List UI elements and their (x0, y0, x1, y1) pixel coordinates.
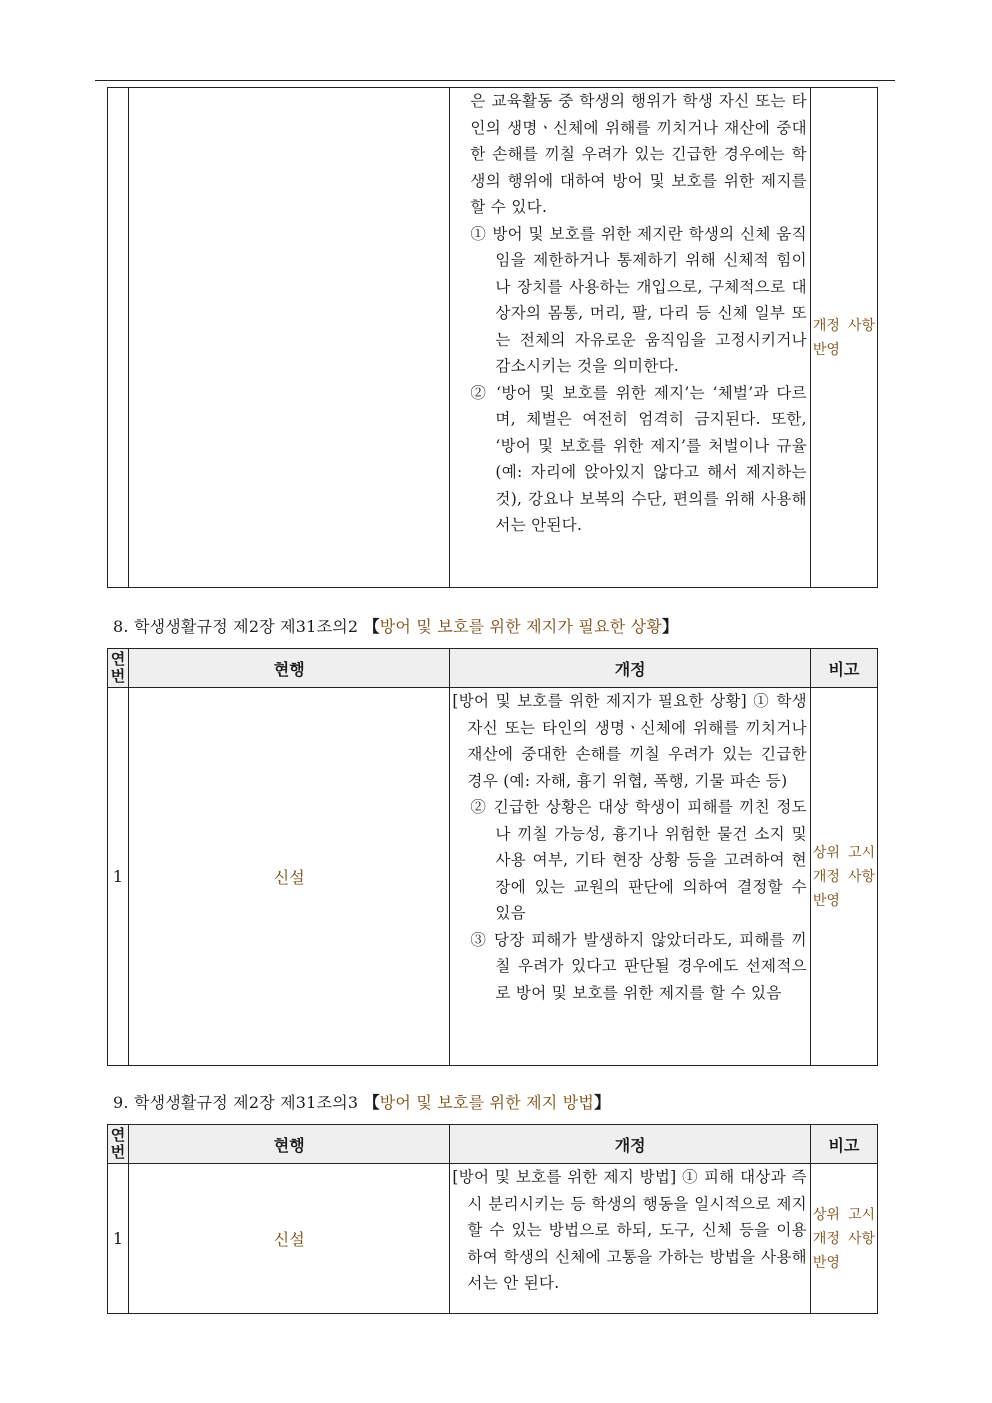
open-bracket: 【 (363, 1093, 380, 1112)
current-cell (129, 88, 450, 588)
table-row (108, 1164, 878, 1314)
revised-paragraph: ① 방어 및 보호를 위한 제지란 학생의 신체 움직임을 제한하거나 통제하기 위해 신체적 힘이나 장치를 사용하는 개입으로, 구체적으로 대상자의 몸통, 머리, 팔, 다리 등 신체 일부 또는 전체의 자유로운 움직임을 고정시키거나 감소시키는 것을 의미한다. (470, 224, 807, 375)
revised-cell (450, 688, 810, 1066)
revision-table-section-9 (107, 1124, 878, 1314)
section-title-prefix: 8. 학생생활규정 제2장 제31조의2 (113, 617, 364, 636)
revised-paragraph: [방어 및 보호를 위한 제지 방법] ① 피해 대상과 즉시 분리시키는 등 학생의 행동을 일시적으로 제지할 수 있는 방법으로 하되, 도구, 신체 등을 이용하여 학생의 신체에 고통을 가하는 방법을 사용해서는 안 된다. (452, 1168, 807, 1292)
table-header-row (108, 1125, 878, 1164)
section-9-title (113, 1090, 610, 1113)
close-bracket: 】 (594, 1093, 611, 1112)
section-title-highlight: 방어 및 보호를 위한 제지가 필요한 상황 (379, 617, 662, 636)
note-cell: 상위 고시 개정 사항 반영 (810, 688, 877, 1066)
header-no: 연번 (108, 1125, 129, 1164)
note-cell: 상위 고시 개정 사항 반영 (810, 1164, 877, 1314)
header-revised: 개정 (450, 1125, 810, 1164)
section-8-title (113, 614, 678, 637)
row-number-cell: 1 (108, 688, 129, 1066)
table-row (108, 688, 878, 1066)
revised-paragraph: ③ 당장 피해가 발생하지 않았더라도, 피해를 끼칠 우려가 있다고 판단될 경우에도 선제적으로 방어 및 보호를 위한 제지를 할 수 있음 (470, 930, 807, 1002)
revised-paragraph: 은 교육활동 중 학생의 행위가 학생 자신 또는 타인의 생명ㆍ신체에 위해를 끼치거나 재산에 중대한 손해를 끼칠 우려가 있는 긴급한 경우에는 학생의 행위에 대하여 방어 및 보호를 위한 제지를 할 수 있다. (470, 92, 807, 216)
revision-table-continued (107, 87, 878, 588)
revised-paragraph: ② ‘방어 및 보호를 위한 제지’는 ‘체벌’과 다르며, 체벌은 여전히 엄격히 금지된다. 또한, ‘방어 및 보호를 위한 제지’를 처벌이나 규율(예: 자리에 앉아있지 않다고 해서 제지하는 것), 강요나 보복의 수단, 편의를 위해 사용해서는 안된다. (470, 383, 807, 534)
top-rule (95, 80, 895, 81)
section-title-prefix: 9. 학생생활규정 제2장 제31조의3 (113, 1093, 364, 1112)
revision-table-section-8 (107, 648, 878, 1066)
revised-paragraph: [방어 및 보호를 위한 제지가 필요한 상황] ① 학생 자신 또는 타인의 생명ㆍ신체에 위해를 끼치거나 재산에 중대한 손해를 끼칠 우려가 있는 긴급한 경우 (예: 자해, 흉기 위협, 폭행, 기물 파손 등) (452, 692, 807, 790)
row-number-cell: 1 (108, 1164, 129, 1314)
header-no: 연번 (108, 649, 129, 688)
revised-paragraph: ② 긴급한 상황은 대상 학생이 피해를 끼친 정도나 끼칠 가능성, 흉기나 위험한 물건 소지 및 사용 여부, 기타 현장 상황 등을 고려하여 현장에 있는 교원의 판단에 의하여 결정할 수 있음 (470, 798, 807, 922)
header-note: 비고 (810, 649, 877, 688)
section-title-highlight: 방어 및 보호를 위한 제지 방법 (379, 1093, 595, 1112)
table-header-row (108, 649, 878, 688)
header-note: 비고 (810, 1125, 877, 1164)
revised-cell (450, 1164, 810, 1314)
table-row (108, 88, 878, 588)
close-bracket: 】 (661, 617, 679, 636)
header-revised: 개정 (450, 649, 810, 688)
current-cell: 신설 (129, 688, 450, 1066)
note-cell: 개정 사항 반영 (810, 88, 877, 588)
current-cell: 신설 (129, 1164, 450, 1314)
open-bracket: 【 (363, 617, 380, 636)
header-current: 현행 (129, 649, 450, 688)
header-current: 현행 (129, 1125, 450, 1164)
revised-cell (450, 88, 810, 588)
row-number-cell (108, 88, 129, 588)
